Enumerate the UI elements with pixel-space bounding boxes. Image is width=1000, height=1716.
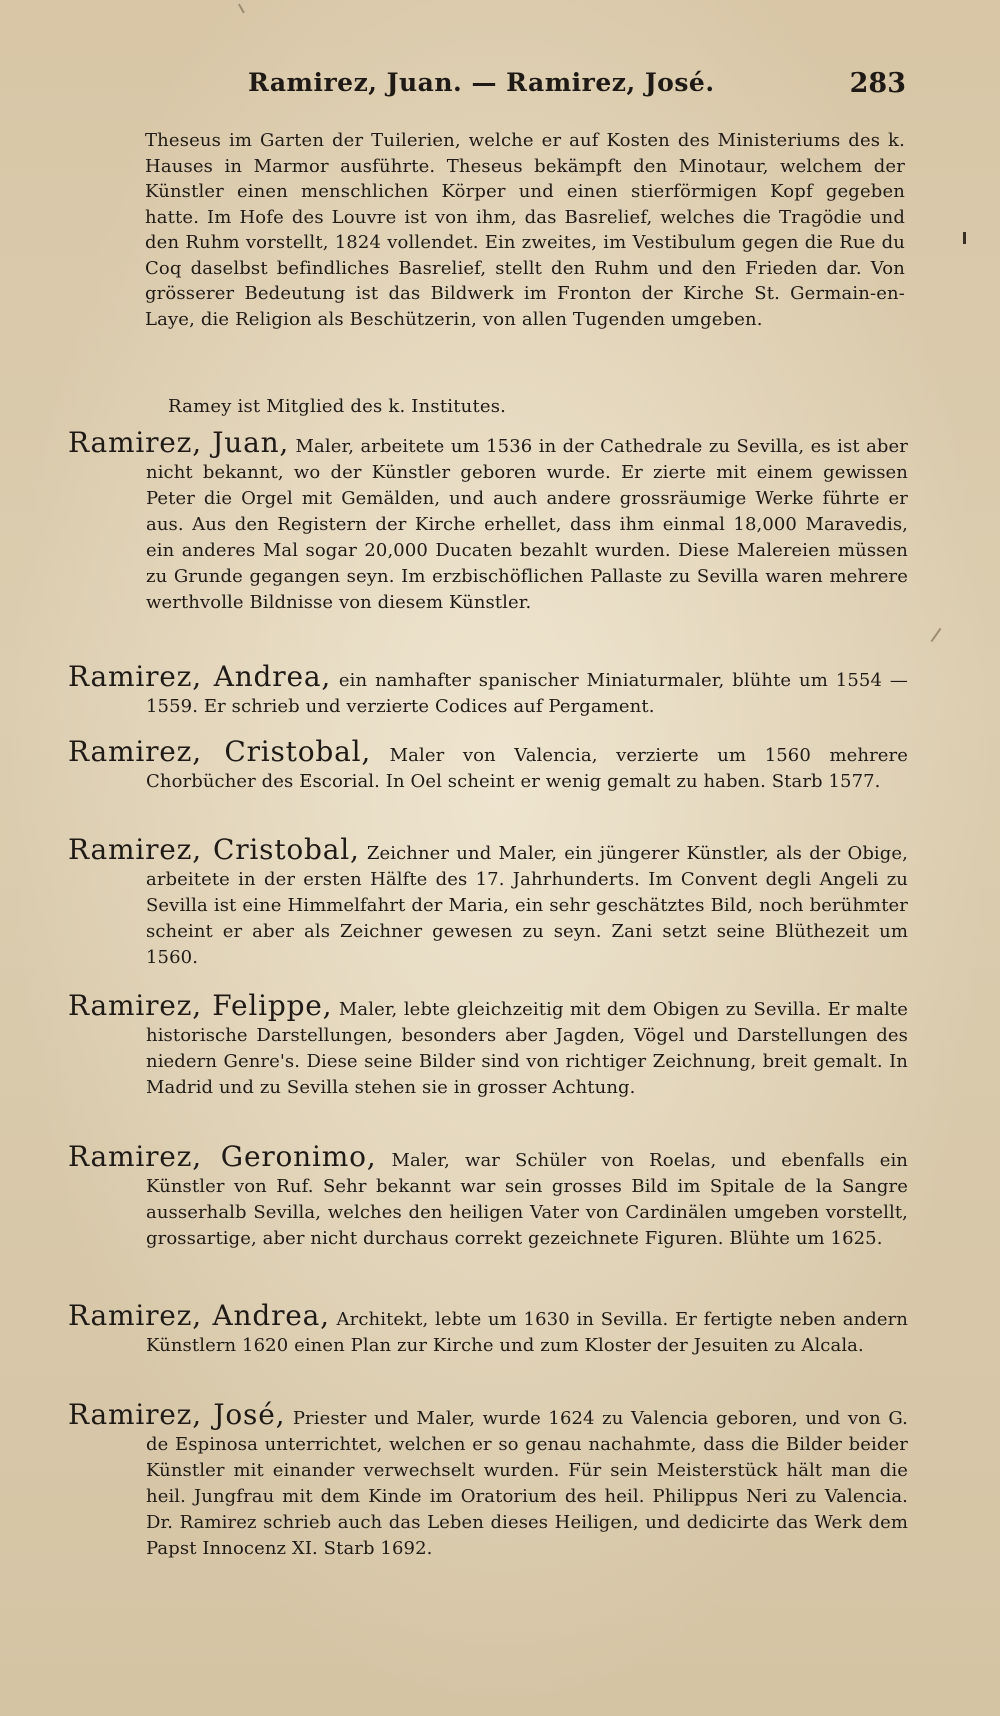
entry-ramirez-geronimo [68,1140,908,1252]
entry-ramirez-andrea-miniaturist [68,660,908,720]
entry-name: Ramirez, Felippe, [68,989,333,1022]
entry-name: Ramirez, Geronimo, [68,1140,377,1173]
entry-text: Architekt, lebte um 1630 in Sevilla. Er fertigte neben andern Künstlern 1620 einen Plan zur Kirche und zum Kloster der Jesuiten zu Alcala. [146,1309,908,1356]
margin-mark [931,628,942,642]
entry-name: Ramirez, Juan, [68,426,290,459]
entry-text: Priester und Maler, wurde 1624 zu Valencia geboren, und von G. de Espinosa unterrichtet, welchen er so genau nachahmte, dass die Bilder beider Künstler mit einander verwechselt wurden. Für sein Meisterstück hält man die heil. Jungfrau mit dem Kinde im Oratorium des heil. Philippus Neri zu Valencia. Dr. Ramirez schrieb auch das Leben dieses Heiligen, und dedicirte das Werk dem Papst Innocenz XI. Starb 1692. [146,1408,908,1559]
continuation-paragraph: Theseus im Garten der Tuilerien, welche er auf Kosten des Ministeriums des k. Hauses in Marmor ausführte. Theseus bekämpft den Minotaur, welchem der Künstler einen menschlichen Körper und einen stierförmigen Kopf gegeben hatte. Im Hofe des Louvre ist von ihm, das Basrelief, welches die Tragödie und den Ruhm vorstellt, 1824 vollendet. Ein zweites, im Vestibulum gegen die Rue du Coq daselbst befindliches Basrelief, stellt den Ruhm und den Frieden dar. Von grösserer Bedeutung ist das Bildwerk im Fronton der Kirche St. Germain-en-Laye, die Religion als Beschützerin, von allen Tugenden umgeben. [145,130,905,330]
page-number: 283 [849,68,906,99]
entry-text: Maler, arbeitete um 1536 in der Cathedrale zu Sevilla, es ist aber nicht bekannt, wo der Künstler geboren wurde. Er zierte mit einem gewissen Peter die Orgel mit Gemälden, und auch andere grossräumige Werke führte er aus. Aus den Registern der Kirche erhellet, dass ihm einmal 18,000 Maravedis, ein anderes Mal sogar 20,000 Ducaten bezahlt wurden. Diese Malereien müssen zu Grunde gegangen seyn. Im erzbischöflichen Pallaste zu Sevilla waren mehrere werthvolle Bildnisse von diesem Künstler. [146,436,908,613]
entry-name: Ramirez, Andrea, [68,1299,330,1332]
entry-text: Maler, lebte gleichzeitig mit dem Obigen zu Sevilla. Er malte historische Darstellungen, besonders aber Jagden, Vögel und Darstellungen des niedern Genre's. Diese seine Bilder sind von richtiger Zeichnung, breit gemalt. In Madrid und zu Sevilla stehen sie in grosser Achtung. [146,999,908,1098]
entry-name: Ramirez, Cristobal, [68,735,372,768]
entry-ramirez-jose [68,1398,908,1562]
entry-name: Ramirez, Andrea, [68,660,332,693]
continuation-note: Ramey ist Mitglied des k. Institutes. [168,396,507,417]
entry-ramirez-juan [68,426,908,616]
entry-name: Ramirez, Cristobal, [68,833,360,866]
entry-ramirez-felippe [68,989,908,1101]
entry-ramirez-andrea-architect [68,1299,908,1359]
entry-ramirez-cristobal-valencia [68,735,908,795]
running-head: Ramirez, Juan. — Ramirez, José. [248,68,715,97]
entry-text: Zeichner und Maler, ein jüngerer Künstler, als der Obige, arbeitete in der ersten Hälfte des 17. Jahrhunderts. Im Convent degli Angeli zu Sevilla ist eine Himmelfahrt der Maria, ein sehr geschätztes Bild, noch berühmter scheint er aber als Zeichner gewesen zu seyn. Zani setzt seine Blüthezeit um 1560. [146,843,908,968]
entry-text: Maler von Valencia, verzierte um 1560 mehrere Chorbücher des Escorial. In Oel scheint er wenig gemalt zu haben. Starb 1577. [146,745,908,792]
entry-text: Maler, war Schüler von Roelas, und ebenfalls ein Künstler von Ruf. Sehr bekannt war sein grosses Bild im Spitale de la Sangre ausserhalb Sevilla, welches den heiligen Vater von Cardinälen umgeben vorstellt, grossartige, aber nicht durchaus correkt gezeichnete Figuren. Blühte um 1625. [146,1150,908,1249]
entry-ramirez-cristobal-draughtsman [68,833,908,971]
margin-mark [963,232,966,244]
entry-name: Ramirez, José, [68,1398,286,1431]
entry-text: ein namhafter spanischer Miniaturmaler, blühte um 1554 — 1559. Er schrieb und verzierte Codices auf Pergament. [146,670,908,717]
